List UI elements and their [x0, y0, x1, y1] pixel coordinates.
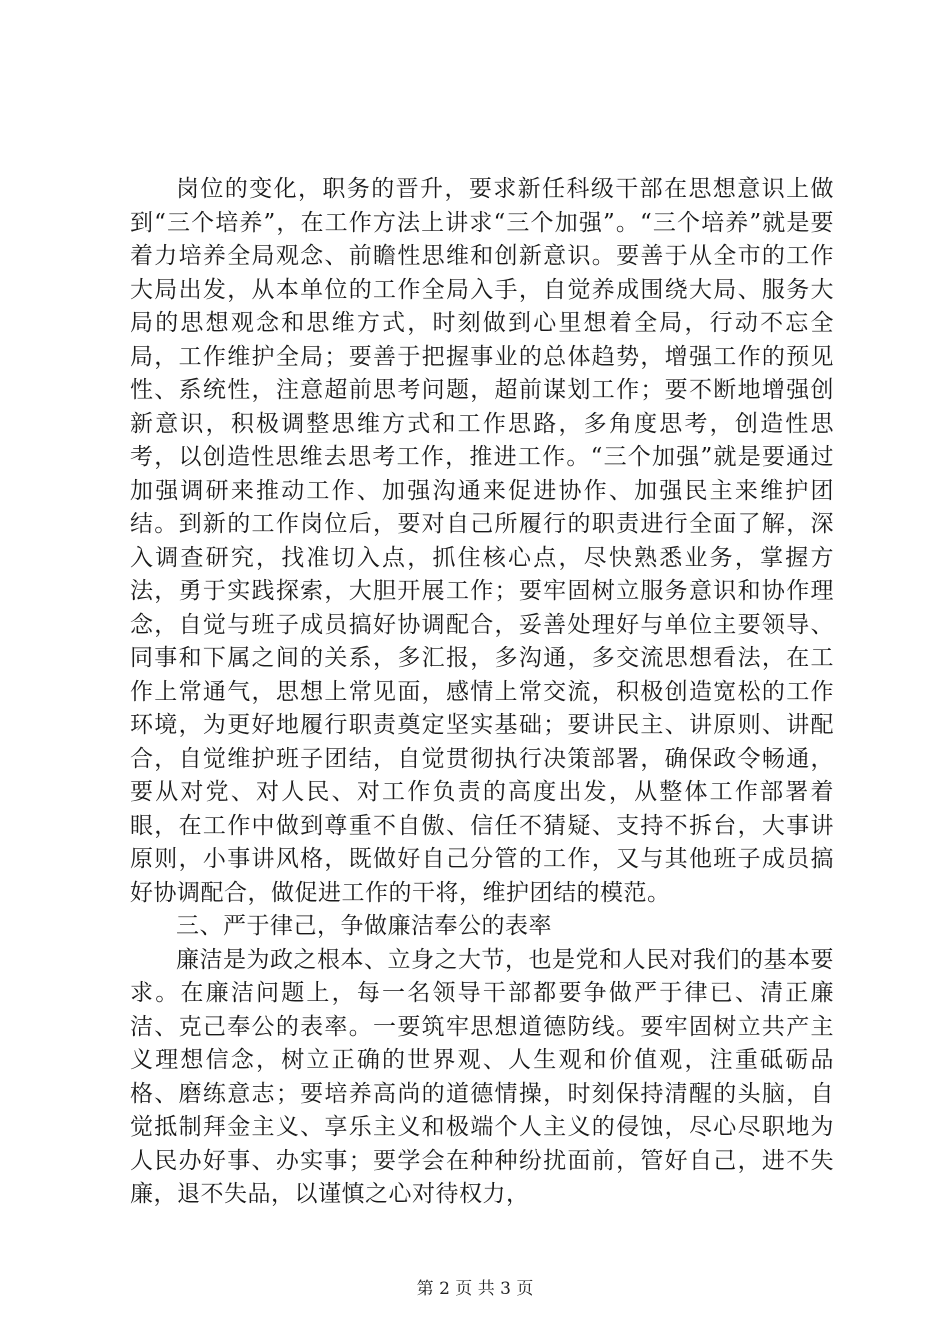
page-footer: 第 2 页 共 3 页: [416, 1279, 534, 1299]
body-paragraph: 廉洁是为政之根本、立身之大节，也是党和人民对我们的基本要求。在廉洁问题上，每一名领导干部都要争做严于律已、清正廉洁、克己奉公的表率。一要筑牢思想道德防线。要牢固树立共产主义理想信念，树立正确的世界观、人生观和价值观，注重砥砺品格、磨练意志；要培养高尚的道德情操，时刻保持清醒的头脑，自觉抵制拜金主义、享乐主义和极端个人主义的侵蚀，尽心尽职地为人民办好事、办实事；要学会在种种纷扰面前，管好自己，进不失廉，退不失品，以谨慎之心对待权力，: [130, 946, 834, 1207]
body-paragraph: 岗位的变化，职务的晋升，要求新任科级干部在思想意识上做到“三个培养”，在工作方法上讲求“三个加强”。“三个培养”就是要着力培养全局观念、前瞻性思维和创新意识。要善于从全市的工作大局出发，从本单位的工作全局入手，自觉养成围绕大局、服务大局的思想观念和思维方式，时刻做到心里想着全局，行动不忘全局，工作维护全局；要善于把握事业的总体趋势，增强工作的预见性、系统性，注意超前思考问题，超前谋划工作；要不断地增强创新意识，积极调整思维方式和工作思路，多角度思考，创造性思考，以创造性思维去思考工作，推进工作。“三个加强”就是要通过加强调研来推动工作、加强沟通来促进协作、加强民主来维护团结。到新的工作岗位后，要对自己所履行的职责进行全面了解，深入调查研究，找准切入点，抓住核心点，尽快熟悉业务，掌握方法，勇于实践探索，大胆开展工作；要牢固树立服务意识和协作理念，自觉与班子成员搞好协调配合，妥善处理好与单位主要领导、同事和下属之间的关系，多汇报，多沟通，多交流思想看法，在工作上常通气，思想上常见面，感情上常交流，积极创造宽松的工作环境，为更好地履行职责奠定坚实基础；要讲民主、讲原则、讲配合，自觉维护班子团结，自觉贯彻执行决策部署，确保政令畅通，要从对党、对人民、对工作负责的高度出发，从整体工作部署着眼，在工作中做到尊重不自傲、信任不猜疑、支持不拆台，大事讲原则，小事讲风格，既做好自己分管的工作，又与其他班子成员搞好协调配合，做促进工作的干将，维护团结的模范。: [130, 176, 834, 906]
document-body: [130, 173, 834, 1212]
section-heading: 三、严于律己，争做廉洁奉公的表率: [176, 913, 552, 939]
